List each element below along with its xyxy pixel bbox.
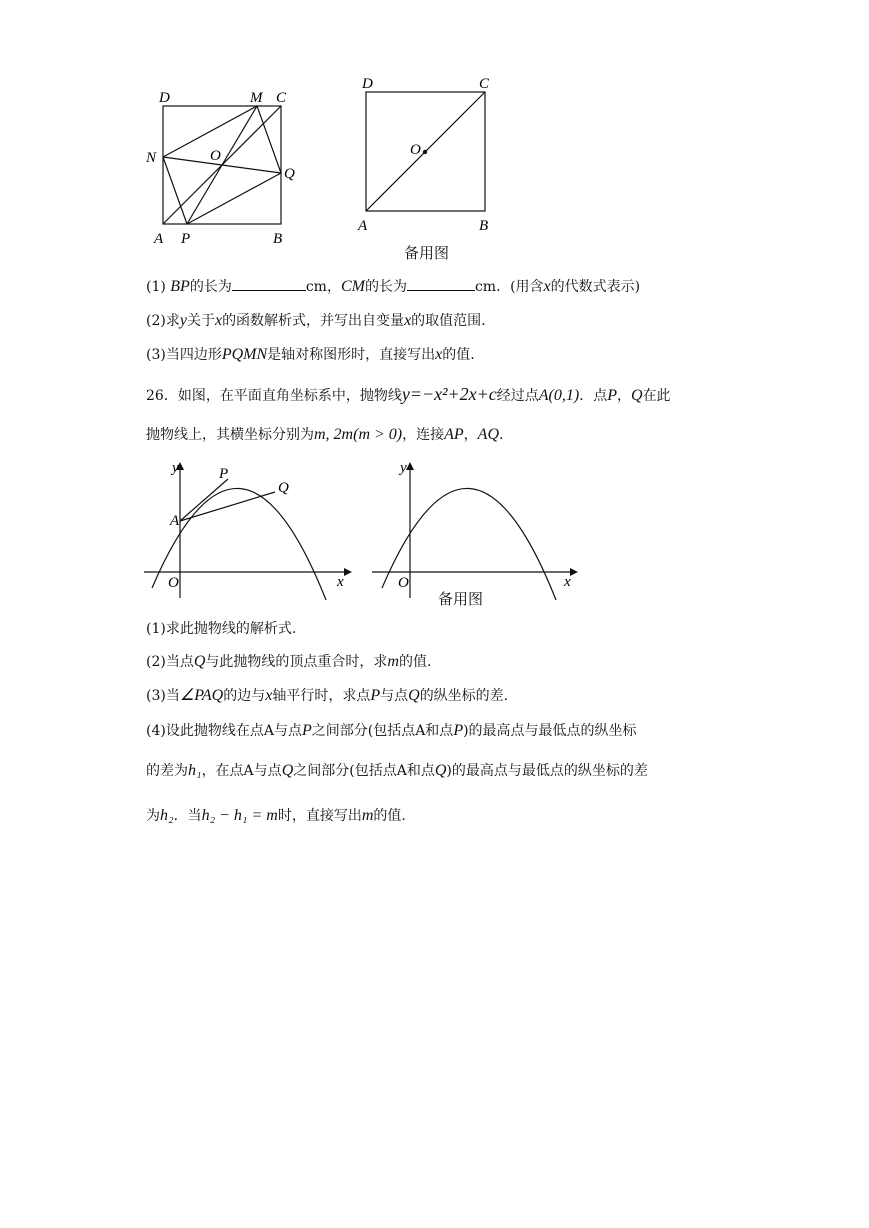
graph-spare-parabola bbox=[370, 458, 582, 604]
figure2-caption: 备用图 bbox=[404, 244, 450, 262]
label-a: A bbox=[154, 231, 164, 247]
graph2-caption: 备用图 bbox=[438, 590, 484, 608]
figure-spare-square bbox=[350, 74, 500, 234]
label-c: C bbox=[276, 90, 287, 106]
label-y: y bbox=[172, 460, 179, 476]
label-o: O bbox=[168, 575, 179, 591]
label-x: x bbox=[337, 574, 344, 590]
q26-part2: (2)当点Q与此抛物线的顶点重合时，求m的值. bbox=[146, 653, 432, 670]
label-b: B bbox=[273, 231, 283, 247]
q26-line2: 抛物线上，其横坐标分别为m, 2m(m > 0)，连接AP，AQ. bbox=[146, 426, 504, 443]
q26-line1: 26．如图，在平面直角坐标系中，抛物线y=−x²+2x+c经过点A(0,1)．点P，Q在此 bbox=[146, 384, 671, 404]
label-d: D bbox=[362, 76, 373, 92]
q26-part4-line3: 为h₂．当h₂ − h₁ = m时，直接写出m的值. bbox=[146, 807, 406, 824]
q26-part4-line1: (4)设此抛物线在点A与点P之间部分(包括点A和点P)的最高点与最低点的纵坐标 bbox=[146, 722, 637, 739]
label-q: Q bbox=[284, 166, 295, 182]
figure-square-pqmn bbox=[140, 80, 320, 255]
label-o: O bbox=[398, 575, 409, 591]
graph-parabola-pq bbox=[144, 458, 354, 604]
q25-part3: (3)当四边形PQMN是轴对称图形时，直接写出x的值. bbox=[146, 346, 475, 363]
label-m: M bbox=[250, 90, 263, 106]
q25-part2: (2)求y关于x的函数解析式，并写出自变量x的取值范围. bbox=[146, 312, 486, 329]
label-o: O bbox=[210, 148, 221, 164]
label-n: N bbox=[146, 150, 157, 166]
label-q: Q bbox=[278, 480, 289, 496]
label-d: D bbox=[159, 90, 170, 106]
label-b: B bbox=[479, 218, 489, 234]
q25-part1: (1) BP的长为 cm，CM的长为 cm．(用含x的代数式表示) bbox=[146, 278, 641, 295]
q26-part3: (3)当∠PAQ的边与x轴平行时，求点P与点Q的纵坐标的差. bbox=[146, 687, 509, 704]
q26-part1: (1)求此抛物线的解析式. bbox=[146, 621, 297, 637]
q26-part4-line2: 的差为h₁，在点A与点Q之间部分(包括点A和点Q)的最高点与最低点的纵坐标的差 bbox=[146, 762, 648, 779]
label-o: O bbox=[410, 142, 421, 158]
label-p: P bbox=[181, 231, 191, 247]
label-x: x bbox=[564, 574, 571, 590]
label-c: C bbox=[479, 76, 490, 92]
label-a: A bbox=[170, 513, 180, 529]
label-a: A bbox=[358, 218, 368, 234]
label-p: P bbox=[219, 466, 229, 482]
label-y: y bbox=[400, 460, 407, 476]
